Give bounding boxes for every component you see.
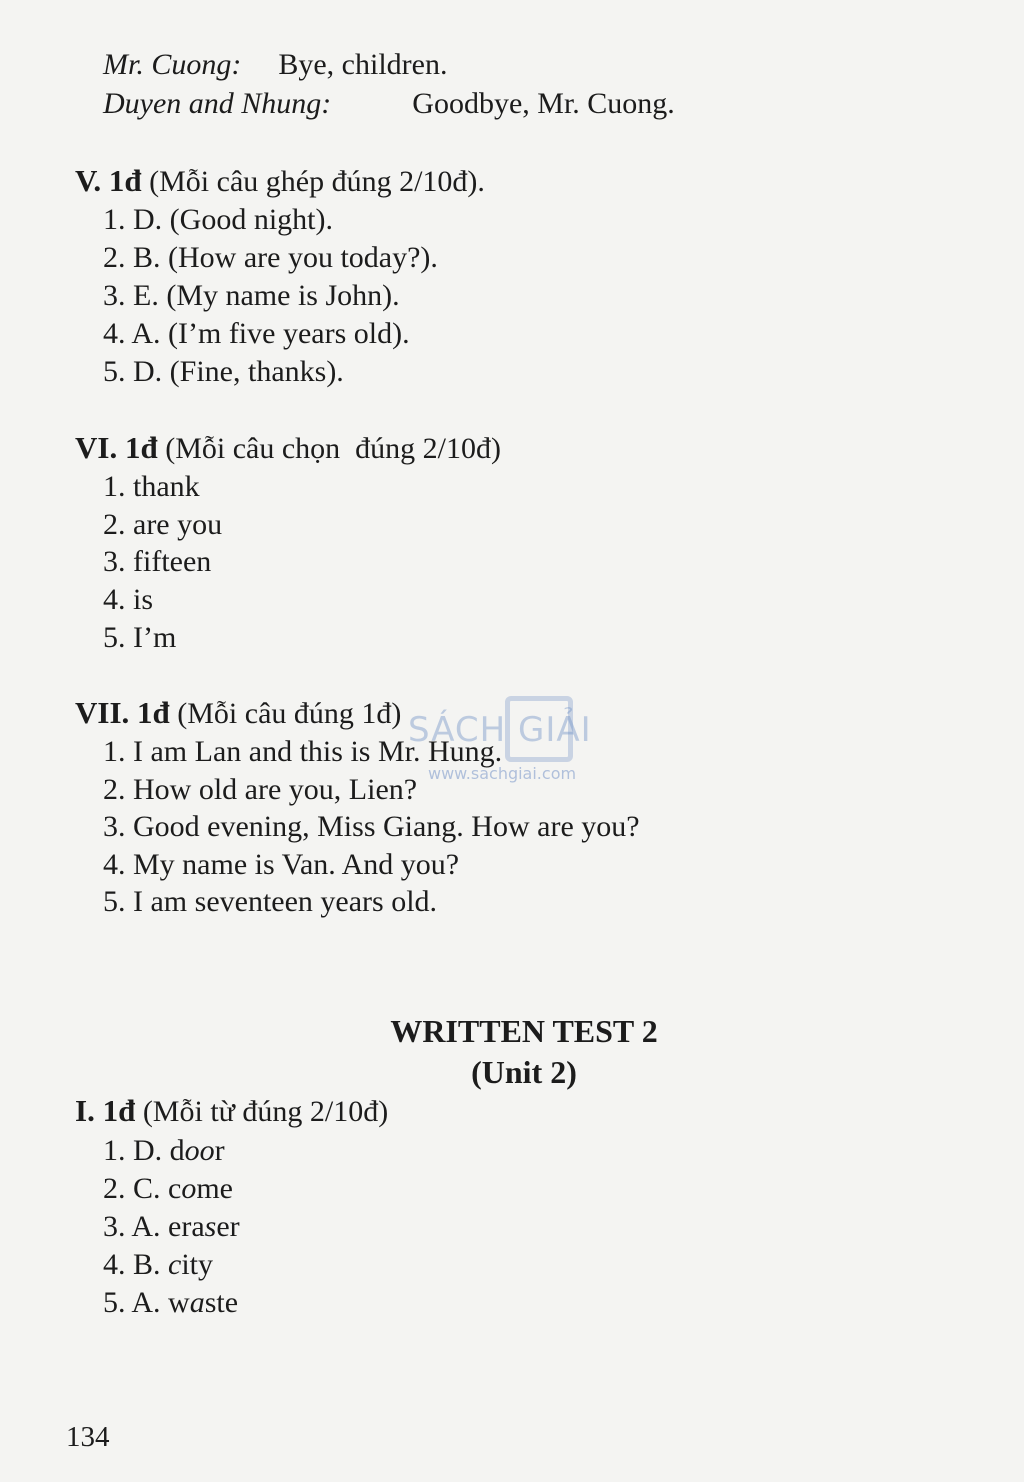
- list-item: [103, 1132, 225, 1170]
- list-item: 5. D. (Fine, thanks).: [103, 355, 344, 388]
- section-note: (Mỗi câu chọn đúng 2/10đ): [165, 432, 501, 465]
- list-item: 4. My name is Van. And you?: [103, 848, 460, 881]
- list-item: 3. E. (My name is John).: [103, 279, 400, 312]
- word-part: w: [168, 1286, 190, 1319]
- list-item: 5. I am seventeen years old.: [103, 885, 438, 918]
- list-item: [103, 1246, 213, 1284]
- list-item: 5. I’m: [103, 621, 177, 654]
- list-item: 2. are you: [103, 508, 223, 541]
- word-part: ity: [181, 1248, 214, 1281]
- list-item: 4. is: [103, 583, 154, 616]
- item-prefix: 2. C.: [103, 1172, 169, 1205]
- section-label: VII. 1đ: [75, 695, 170, 730]
- list-item: 3. fifteen: [103, 545, 212, 578]
- list-item: 4. A. (I’m five years old).: [103, 317, 410, 350]
- item-prefix: 1. D.: [103, 1134, 170, 1167]
- section-vi-heading: [75, 429, 501, 468]
- word-stressed-part: c: [168, 1248, 182, 1281]
- dialogue-text: Bye, children.: [278, 48, 448, 81]
- item-prefix: 3. A.: [103, 1210, 169, 1243]
- word-stressed-part: a: [189, 1286, 205, 1319]
- word-part: d: [169, 1134, 185, 1167]
- word-part: ste: [204, 1286, 239, 1319]
- list-item: 1. I am Lan and this is Mr. Hung.: [103, 735, 503, 768]
- list-item: 1. thank: [103, 470, 200, 503]
- word-part: er: [216, 1210, 240, 1243]
- section-vii-heading: [75, 694, 401, 733]
- test-title: WRITTEN TEST 2: [390, 1013, 658, 1049]
- list-item: 2. B. (How are you today?).: [103, 241, 438, 274]
- section-label: VI. 1đ: [75, 430, 158, 465]
- section-note: (Mỗi từ đúng 2/10đ): [142, 1095, 389, 1128]
- dialogue-speaker: Duyen and Nhung:: [103, 87, 332, 120]
- page-number: 134: [66, 1421, 110, 1453]
- list-item: 3. Good evening, Miss Giang. How are you?: [103, 810, 640, 843]
- word-stressed-part: o: [181, 1172, 197, 1205]
- section-note: (Mỗi câu ghép đúng 2/10đ).: [149, 165, 485, 198]
- section-note: (Mỗi câu đúng 1đ): [177, 697, 402, 730]
- dialogue-line-2: [103, 85, 675, 123]
- dialogue-speaker: Mr. Cuong:: [103, 48, 242, 81]
- word-stressed-part: oo: [184, 1134, 215, 1167]
- item-prefix: 4. B.: [103, 1248, 169, 1281]
- list-item: [103, 1284, 238, 1322]
- list-item: 1. D. (Good night).: [103, 203, 333, 236]
- dialogue-text: Goodbye, Mr. Cuong.: [412, 87, 675, 120]
- list-item: 2. How old are you, Lien?: [103, 773, 418, 806]
- item-prefix: 5. A.: [103, 1286, 169, 1319]
- section-v-heading: [75, 162, 485, 201]
- dialogue-line-1: [103, 46, 447, 84]
- word-part: era: [168, 1210, 205, 1243]
- test-subtitle: (Unit 2): [471, 1054, 577, 1090]
- word-part: me: [196, 1172, 233, 1205]
- word-stressed-part: s: [204, 1210, 217, 1243]
- list-item: [103, 1208, 240, 1246]
- word-part: c: [168, 1172, 182, 1205]
- watermark-url: www.sachgiai.com: [428, 764, 577, 783]
- section-label: V. 1đ: [75, 163, 142, 198]
- word-part: r: [214, 1134, 225, 1167]
- watermark-frame: [505, 696, 573, 762]
- watermark-brand: SÁCH GIẢI: [408, 710, 592, 750]
- section-label: I. 1đ: [75, 1093, 136, 1128]
- list-item: [103, 1170, 233, 1208]
- section-i-heading: [75, 1092, 388, 1131]
